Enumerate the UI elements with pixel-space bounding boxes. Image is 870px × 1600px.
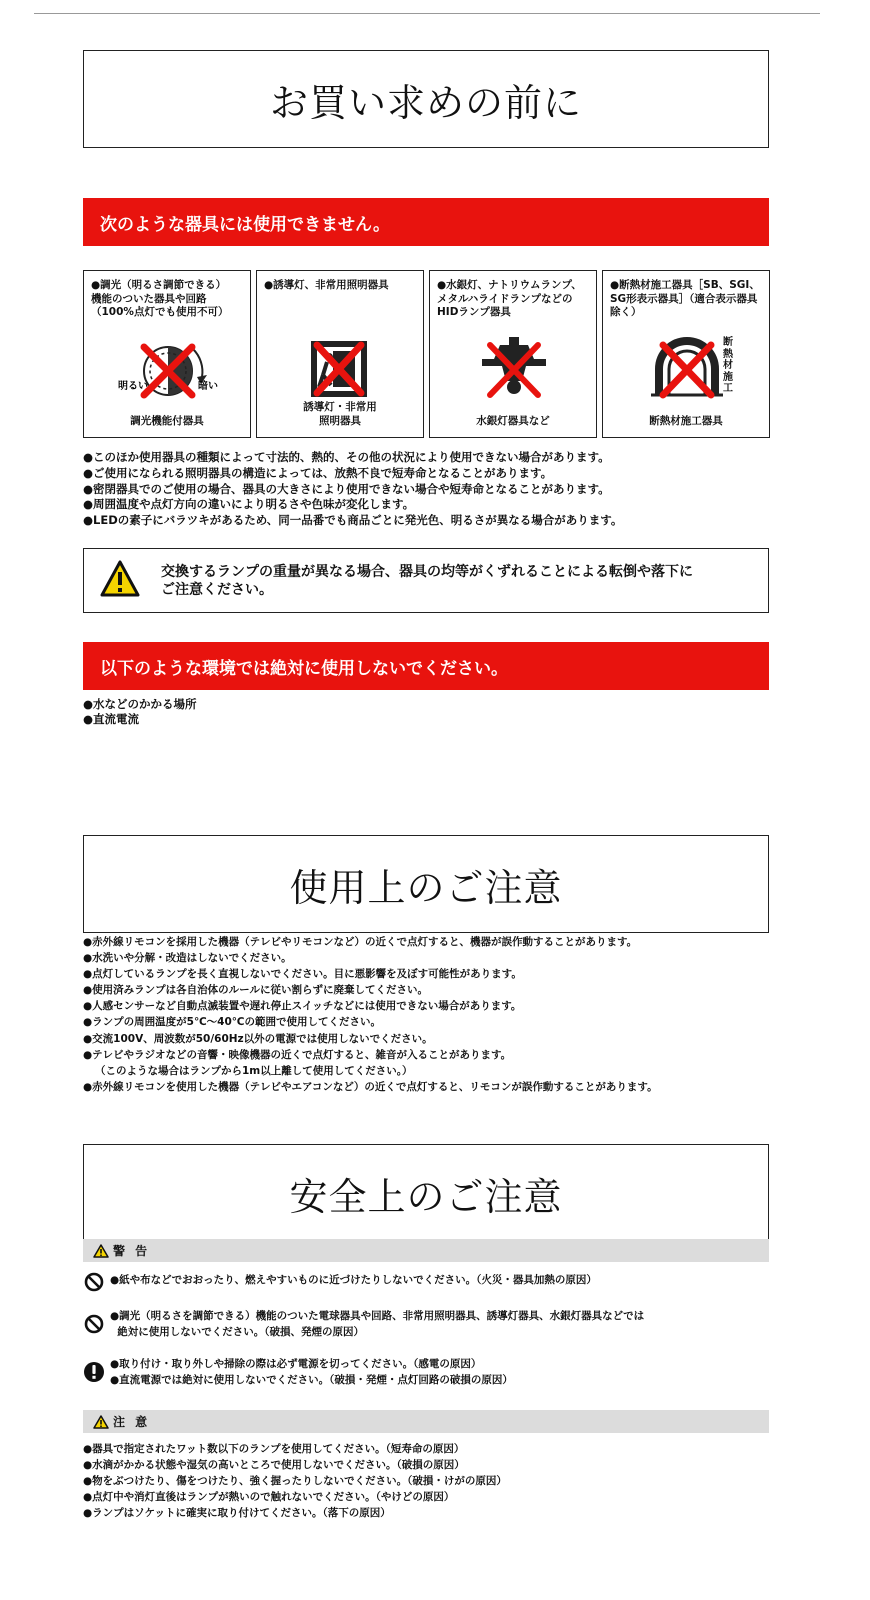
list-item: ●水洗いや分解・改造はしないでください。 xyxy=(83,952,292,965)
list-item: ●直流電流 xyxy=(83,712,140,726)
list-item: ●交流100V、周波数が50/60Hz以外の電源では使用しないでください。 xyxy=(83,1032,433,1045)
list-item: ●ご使用になられる照明器具の構造によっては、放熱不良で短寿命となることがあります。 xyxy=(83,465,553,480)
warning-band xyxy=(83,1239,769,1262)
warning-item xyxy=(83,1308,769,1344)
card-mercury-lamp xyxy=(429,270,597,438)
list-item: ●LEDの素子にバラツキがあるため、同一品番でも商品ごとに発光色、明るさが異なる場合があります。 xyxy=(83,513,623,528)
card-exit-sign xyxy=(256,270,424,438)
caution-list xyxy=(83,1441,507,1521)
list-item: ●器具で指定されたワット数以下のランプを使用してください。（短寿命の原因） xyxy=(83,1443,465,1455)
list-item: ●人感センサーなど自動点滅装置や遅れ停止スイッチなどには使用できない場合があります。 xyxy=(83,1000,522,1013)
insulation-side-label: 断熱材施工 xyxy=(723,337,733,394)
card-caption: 断熱材施工器具 xyxy=(649,414,723,427)
bright-label: 明るい xyxy=(118,381,148,392)
warning-triangle-icon xyxy=(93,1244,109,1258)
list-item: ●テレビやラジオなどの音響・映像機器の近くで点灯すると、雑音が入ることがあります。 xyxy=(83,1048,512,1061)
prohibited-icon xyxy=(83,1314,105,1336)
list-item: ●このほか使用器具の種類によって寸法的、熱的、その他の状況により使用できない場合があります。 xyxy=(83,450,610,464)
page-title-usage: 使用上のご注意 xyxy=(83,835,769,933)
weight-caution-text: 交換するランプの重量が異なる場合、器具の均等がくずれることによる転倒や落下に ご注意ください。 xyxy=(161,564,693,598)
caution-label: 注 意 xyxy=(113,1415,151,1429)
unusable-notes-list xyxy=(83,450,622,529)
list-item: ●赤外線リモコンを採用した機器（テレビやリモコンなど）の近くで点灯すると、機器が誤作動することがあります。 xyxy=(83,936,638,948)
list-item: ●点灯しているランプを長く直視しないでください。目に悪影響を及ぼす可能性があります。 xyxy=(83,968,522,981)
card-insulation-fixture xyxy=(602,270,770,438)
top-divider xyxy=(34,13,820,14)
unusable-fixtures-heading: 次のような器具には使用できません。 xyxy=(83,198,769,246)
warning-item-text: ●紙や布などでおおったり、燃えやすいものに近づけたりしないでください。（火災・器具加熱の原因） xyxy=(110,1274,597,1286)
card-caption: 水銀灯器具など xyxy=(476,414,550,427)
card-title: ●調光（明るさ調節できる） 機能のついた器具や回路 （100%点灯でも使用不可） xyxy=(91,279,229,318)
environment-heading: 以下のような環境では絶対に使用しないでください。 xyxy=(83,642,769,690)
card-caption: 誘導灯・非常用 照明器具 xyxy=(303,401,377,427)
environment-list xyxy=(83,697,197,727)
list-item: ●赤外線リモコンを使用した機器（テレビやエアコンなど）の近くで点灯すると、リモコンが誤作動することがあります。 xyxy=(83,1080,658,1093)
warning-item xyxy=(83,1272,769,1292)
card-dimmer xyxy=(83,270,251,438)
list-item: ●点灯中や消灯直後はランプが熱いので触れないでください。（やけどの原因） xyxy=(83,1491,455,1503)
mandatory-icon xyxy=(83,1360,105,1384)
list-item: ●周囲温度や点灯方向の違いにより明るさや色味が変化します。 xyxy=(83,497,415,512)
usage-notes-list xyxy=(83,934,658,1095)
unusable-fixture-cards xyxy=(83,270,771,438)
list-item: ●ランプはソケットに確実に取り付けてください。（落下の原因） xyxy=(83,1507,391,1519)
list-item: （このような場合はランプから1m以上離して使用してください。） xyxy=(95,1064,413,1077)
warning-triangle-icon xyxy=(93,1415,109,1429)
card-title: ●断熱材施工器具［SB、SGI、 SG形表示器具］（適合表示器具 除く） xyxy=(610,279,760,318)
dark-label: 暗い xyxy=(198,381,218,392)
list-item: ●使用済みランプは各自治体のルールに従い割らずに廃棄してください。 xyxy=(83,984,428,997)
warning-triangle-icon xyxy=(100,560,140,598)
list-item: ●密閉器具でのご使用の場合、器具の大きさにより使用できない場合や短寿命となることがあります。 xyxy=(83,481,610,496)
page-title-before-purchase: お買い求めの前に xyxy=(83,50,769,148)
weight-caution-box xyxy=(83,548,769,613)
card-title: ●水銀灯、ナトリウムランプ、 メタルハライドランプなどの HIDランプ器具 xyxy=(437,279,582,318)
list-item: ●水滴がかかる状態や湿気の高いところで使用しないでください。（破損の原因） xyxy=(83,1459,465,1471)
page-title-safety: 安全上のご注意 xyxy=(83,1144,769,1242)
warning-item-text: ●調光（明るさを調節できる）機能のついた電球器具や回路、非常用照明器具、誘導灯器具、水銀灯器具などでは 絶対に使用しないでください。（破損、発煙の原因） xyxy=(110,1310,645,1338)
caution-band xyxy=(83,1410,769,1433)
card-caption: 調光機能付器具 xyxy=(130,414,204,427)
list-item: ●ランプの周囲温度が5℃～40℃の範囲で使用してください。 xyxy=(83,1016,382,1029)
list-item: ●物をぶつけたり、傷をつけたり、強く握ったりしないでください。（破損・けがの原因） xyxy=(83,1475,507,1487)
list-item: ●水などのかかる場所 xyxy=(83,697,197,711)
warning-item xyxy=(83,1356,769,1392)
prohibited-icon xyxy=(83,1272,105,1294)
warning-item-text: ●取り付け・取り外しや掃除の際は必ず電源を切ってください。（感電の原因） ●直流電源では絶対に使用しないでください。（破損・発煙・点灯回路の破損の原因） xyxy=(110,1358,513,1386)
card-title: ●誘導灯、非常用照明器具 xyxy=(264,279,389,291)
warning-label: 警 告 xyxy=(113,1244,151,1258)
